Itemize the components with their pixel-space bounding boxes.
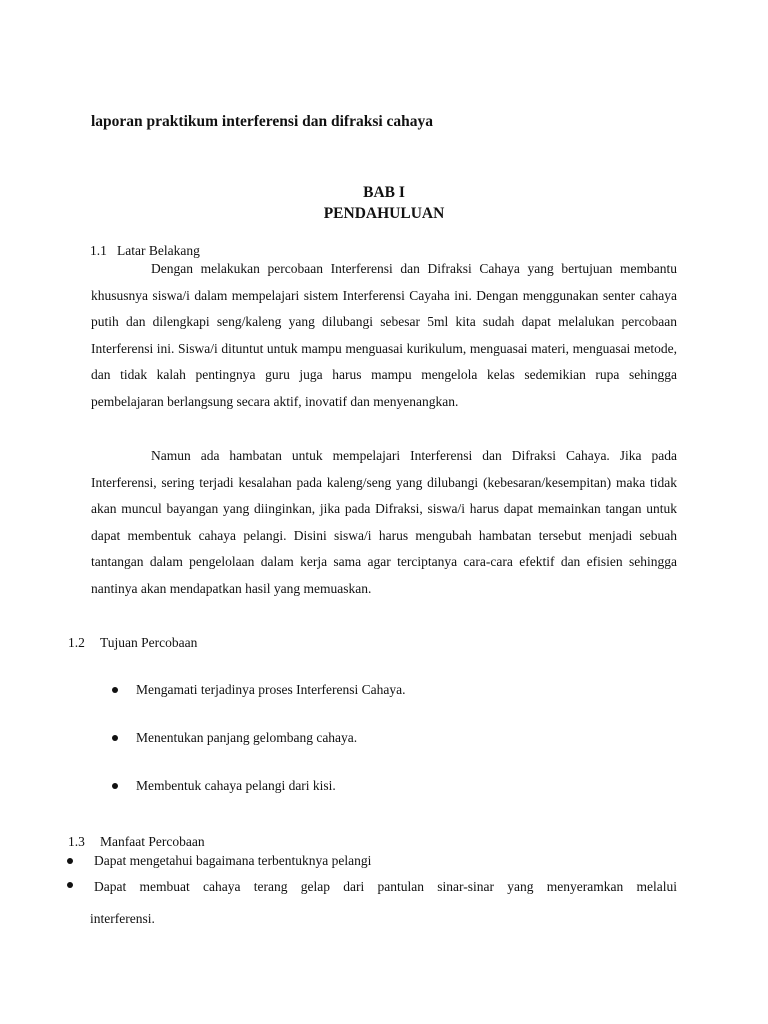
bullet-icon	[112, 783, 118, 789]
section-number: 1.2	[68, 635, 85, 650]
list-item-text: Mengamati terjadinya proses Interferensi Cahaya.	[136, 682, 406, 697]
section-number: 1.1	[90, 243, 107, 258]
tujuan-list	[112, 680, 406, 824]
section-title: Latar Belakang	[117, 243, 200, 258]
list-item	[112, 776, 406, 824]
paragraph-latar-belakang-2: Namun ada hambatan untuk mempelajari Interferensi dan Difraksi Cahaya. Jika pada Interferensi, sering terjadi kesalahan pada kaleng/seng yang dilubangi (kebesaran/kesempitan) maka tidak akan muncul bayangan yang diinginkan, jika pada Difraksi, siswa/i harus dapat memainkan tangan untuk dapat membentuk cahaya pelangi. Disini siswa/i harus mengubah hambatan tersebut menjadi sebuah tantangan dalam pengelolaan dalam kerja sama agar terciptanya cara-cara efektif dan efisien sehingga nantinya akan mendapatkan hasil yang memuaskan.	[91, 448, 677, 596]
chapter-title: PENDAHULUAN	[323, 205, 445, 222]
section-heading-manfaat-percobaan	[68, 834, 205, 850]
manfaat-list	[64, 851, 677, 935]
list-item-text: Dapat mengetahui bagaimana terbentuknya pelangi	[94, 853, 372, 868]
chapter-number: BAB I	[363, 184, 405, 201]
section-number: 1.3	[68, 834, 85, 849]
section-heading-tujuan-percobaan	[68, 635, 197, 651]
list-item-text-continued: interferensi.	[90, 911, 155, 926]
bullet-icon	[67, 882, 73, 888]
bullet-icon	[112, 735, 118, 741]
bullet-icon	[112, 687, 118, 693]
list-item-text: Menentukan panjang gelombang cahaya.	[136, 730, 358, 745]
list-item	[112, 680, 406, 728]
list-item	[112, 728, 406, 776]
paragraph-latar-belakang-1: Dengan melakukan percobaan Interferensi dan Difraksi Cahaya yang bertujuan membantu khususnya siswa/i dalam mempelajari sistem Interferensi Cayaha ini. Dengan menggunakan senter cahaya putih dan dilengkapi seng/kaleng yang dilubangi sebesar 5ml kita sudah dapat melalukan percobaan Interferensi ini. Siswa/i dituntut untuk mampu menguasai kurikulum, menguasai materi, menguasai metode, dan tidak kalah pentingnya guru juga harus mampu mengelola kelas sedemikian rupa sehingga pembelajaran berlangsung secara aktif, inovatif dan menyenangkan.	[91, 261, 677, 409]
section-title: Manfaat Percobaan	[100, 834, 205, 849]
bullet-icon	[67, 858, 73, 864]
list-item	[64, 871, 677, 935]
section-title: Tujuan Percobaan	[100, 635, 198, 650]
list-item-text: Dapat membuat cahaya terang gelap dari pantulan sinar-sinar yang menyeramkan melalui	[94, 879, 677, 894]
list-item	[64, 851, 677, 871]
document-title: laporan praktikum interferensi dan difraksi cahaya	[91, 113, 434, 130]
list-item-text: Membentuk cahaya pelangi dari kisi.	[136, 778, 336, 793]
